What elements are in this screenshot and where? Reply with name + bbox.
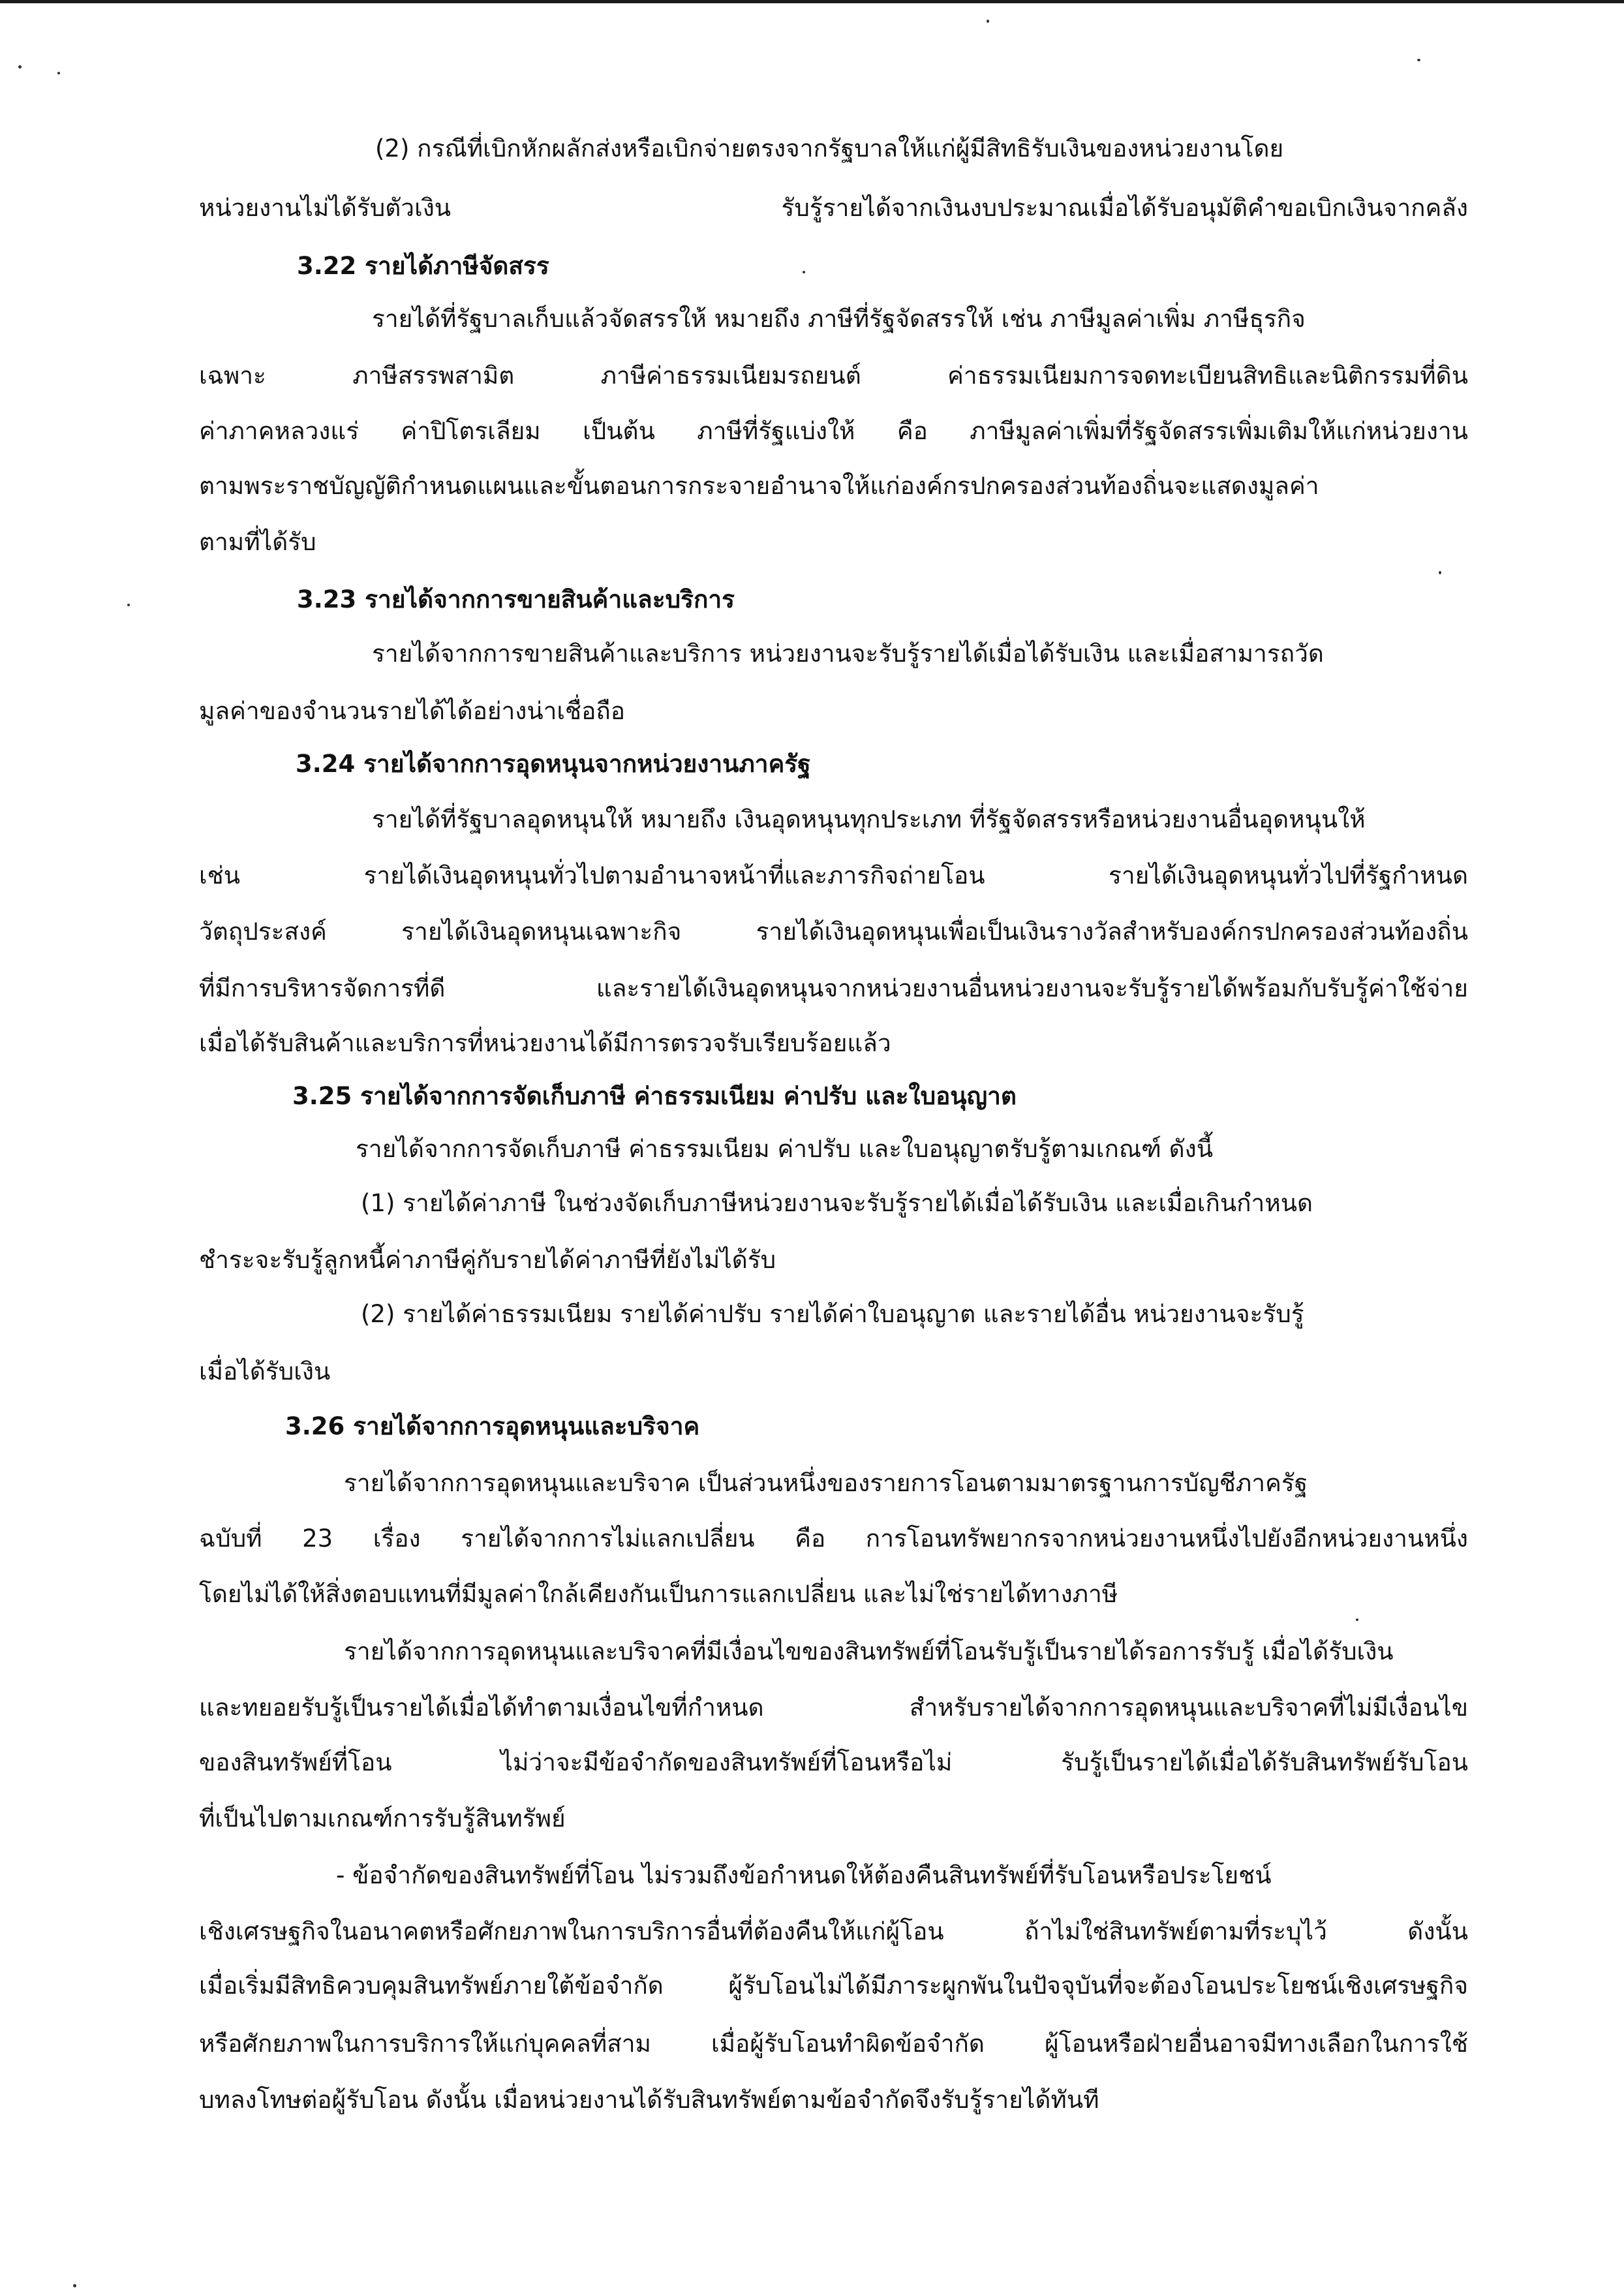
text-line: (2) รายได้ค่าธรรมเนียม รายได้ค่าปรับ รายได้ค่าใบอนุญาต และรายได้อื่น หน่วยงานจะรับรู้ [361,1300,1304,1328]
text-line: วัตถุประสงค์ รายได้เงินอุดหนุนเฉพาะกิจ รายได้เงินอุดหนุนเพื่อเป็นเงินรางวัลสำหรับองค์กรปกครองส่วนท้องถิ่น [199,918,1468,946]
text-line: รายได้ที่รัฐบาลอุดหนุนให้ หมายถึง เงินอุดหนุนทุกประเภท ที่รัฐจัดสรรหรือหน่วยงานอื่นอุดหนุนให้ [372,805,1366,833]
text-line: บทลงโทษต่อผู้รับโอน ดังนั้น เมื่อหน่วยงานได้รับสินทรัพย์ตามข้อจำกัดจึงรับรู้รายได้ทันที [199,2086,1099,2114]
page-top-edge [0,0,1624,3]
text-line: (2) กรณีที่เบิกหักผลักส่งหรือเบิกจ่ายตรงจากรัฐบาลให้แก่ผู้มีสิทธิรับเงินของหน่วยงานโดย [375,134,1284,162]
text-line: - ข้อจำกัดของสินทรัพย์ที่โอน ไม่รวมถึงข้อกำหนดให้ต้องคืนสินทรัพย์ที่รับโอนหรือประโยชน์ [336,1861,1272,1889]
scan-speck [987,20,989,23]
text-line: เมื่อเริ่มมีสิทธิควบคุมสินทรัพย์ภายใต้ข้อจำกัด ผู้รับโอนไม่ได้มีภาระผูกพันในปัจจุบันที่จะต้องโอนประโยชน์เชิงเศรษฐกิจ [199,1972,1468,2000]
text-line: ที่มีการบริหารจัดการที่ดี และรายได้เงินอุดหนุนจากหน่วยงานอื่นหน่วยงานจะรับรู้รายได้พร้อมกับรับรู้ค่าใช้จ่าย [199,974,1468,1002]
text-line: รายได้จากการอุดหนุนและบริจาคที่มีเงื่อนไขของสินทรัพย์ที่โอนรับรู้เป็นรายได้รอการรับรู้ เมื่อได้รับเงิน [344,1637,1394,1665]
text-line: หรือศักยภาพในการบริการให้แก่บุคคลที่สาม เมื่อผู้รับโอนทำผิดข้อจำกัด ผู้โอนหรือฝ่ายอื่นอาจมีทางเลือกในการใช้ [199,2030,1468,2058]
text-line: (1) รายได้ค่าภาษี ในช่วงจัดเก็บภาษีหน่วยงานจะรับรู้รายได้เมื่อได้รับเงิน และเมื่อเกินกำหนด [361,1189,1313,1217]
scan-speck [127,604,130,606]
text-line: โดยไม่ได้ให้สิ่งตอบแทนที่มีมูลค่าใกล้เคียงกันเป็นการแลกเปลี่ยน และไม่ใช่รายได้ทางภาษี [199,1580,1118,1608]
section-heading: 3.24 รายได้จากการอุดหนุนจากหน่วยงานภาครัฐ [296,750,811,778]
text-line: ชำระจะรับรู้ลูกหนี้ค่าภาษีคู่กับรายได้ค่าภาษีที่ยังไม่ได้รับ [199,1246,776,1274]
text-line: มูลค่าของจำนวนรายได้ได้อย่างน่าเชื่อถือ [199,697,626,725]
scan-speck [1417,59,1420,61]
scan-speck [1356,1618,1358,1621]
text-line: เชิงเศรษฐกิจในอนาคตหรือศักยภาพในการบริการอื่นที่ต้องคืนให้แก่ผู้โอน ถ้าไม่ใช่สินทรัพย์ตามที่ระบุไว้ ดังนั้น [199,1917,1468,1945]
text-line: ที่เป็นไปตามเกณฑ์การรับรู้สินทรัพย์ [199,1804,566,1833]
text-line: ค่าภาคหลวงแร่ ค่าปิโตรเลียม เป็นต้น ภาษีที่รัฐแบ่งให้ คือ ภาษีมูลค่าเพิ่มที่รัฐจัดสรรเพิ่มเติมให้แก่หน่วยงาน [199,417,1468,445]
text-line: เมื่อได้รับสินค้าและบริการที่หน่วยงานได้มีการตรวจรับเรียบร้อยแล้ว [199,1029,891,1057]
text-line: หน่วยงานไม่ได้รับตัวเงิน รับรู้รายได้จากเงินงบประมาณเมื่อได้รับอนุมัติคำขอเบิกเงินจากคลัง [199,194,1468,222]
section-heading: 3.25 รายได้จากการจัดเก็บภาษี ค่าธรรมเนียม ค่าปรับ และใบอนุญาต [292,1082,1017,1110]
text-line: ตามที่ได้รับ [199,528,316,556]
text-line: รายได้จากการขายสินค้าและบริการ หน่วยงานจะรับรู้รายได้เมื่อได้รับเงิน และเมื่อสามารถวัด [372,640,1324,668]
text-line: รายได้จากการอุดหนุนและบริจาค เป็นส่วนหนึ่งของรายการโอนตามมาตรฐานการบัญชีภาครัฐ [344,1469,1308,1497]
text-line: ตามพระราชบัญญัติกำหนดแผนและขั้นตอนการกระจายอำนาจให้แก่องค์กรปกครองส่วนท้องถิ่นจะแสดงมูลค่า [199,472,1319,500]
text-line: เฉพาะ ภาษีสรรพสามิต ภาษีค่าธรรมเนียมรถยนต์ ค่าธรรมเนียมการจดทะเบียนสิทธิและนิติกรรมที่ดิน [199,362,1468,390]
text-line: เช่น รายได้เงินอุดหนุนทั่วไปตามอำนาจหน้าที่และภารกิจถ่ายโอน รายได้เงินอุดหนุนทั่วไปที่รัฐกำหนด [199,861,1468,890]
text-line: เมื่อได้รับเงิน [199,1357,331,1385]
scan-speck [1439,571,1441,574]
text-line: รายได้จากการจัดเก็บภาษี ค่าธรรมเนียม ค่าปรับ และใบอนุญาตรับรู้ตามเกณฑ์ ดังนี้ [356,1135,1214,1163]
scan-speck [803,271,805,273]
section-heading: 3.22 รายได้ภาษีจัดสรร [297,252,549,280]
text-line: และทยอยรับรู้เป็นรายได้เมื่อได้ทำตามเงื่อนไขที่กำหนด สำหรับรายได้จากการอุดหนุนและบริจาคที่ไม่มีเงื่อนไข [199,1694,1468,1722]
section-heading: 3.23 รายได้จากการขายสินค้าและบริการ [297,585,735,613]
scan-speck [57,72,60,74]
text-line: ฉบับที่ 23 เรื่อง รายได้จากการไม่แลกเปลี่ยน คือ การโอนทรัพยากรจากหน่วยงานหนึ่งไปยังอีกหน่วยงานหนึ่ง [199,1524,1468,1553]
text-line: รายได้ที่รัฐบาลเก็บแล้วจัดสรรให้ หมายถึง ภาษีที่รัฐจัดสรรให้ เช่น ภาษีมูลค่าเพิ่ม ภาษีธุรกิจ [372,305,1306,333]
scan-speck [73,2284,76,2287]
section-heading: 3.26 รายได้จากการอุดหนุนและบริจาค [285,1412,700,1440]
text-line: ของสินทรัพย์ที่โอน ไม่ว่าจะมีข้อจำกัดของสินทรัพย์ที่โอนหรือไม่ รับรู้เป็นรายได้เมื่อได้รับสินทรัพย์รับโอน [199,1748,1468,1776]
scan-speck [18,65,22,69]
